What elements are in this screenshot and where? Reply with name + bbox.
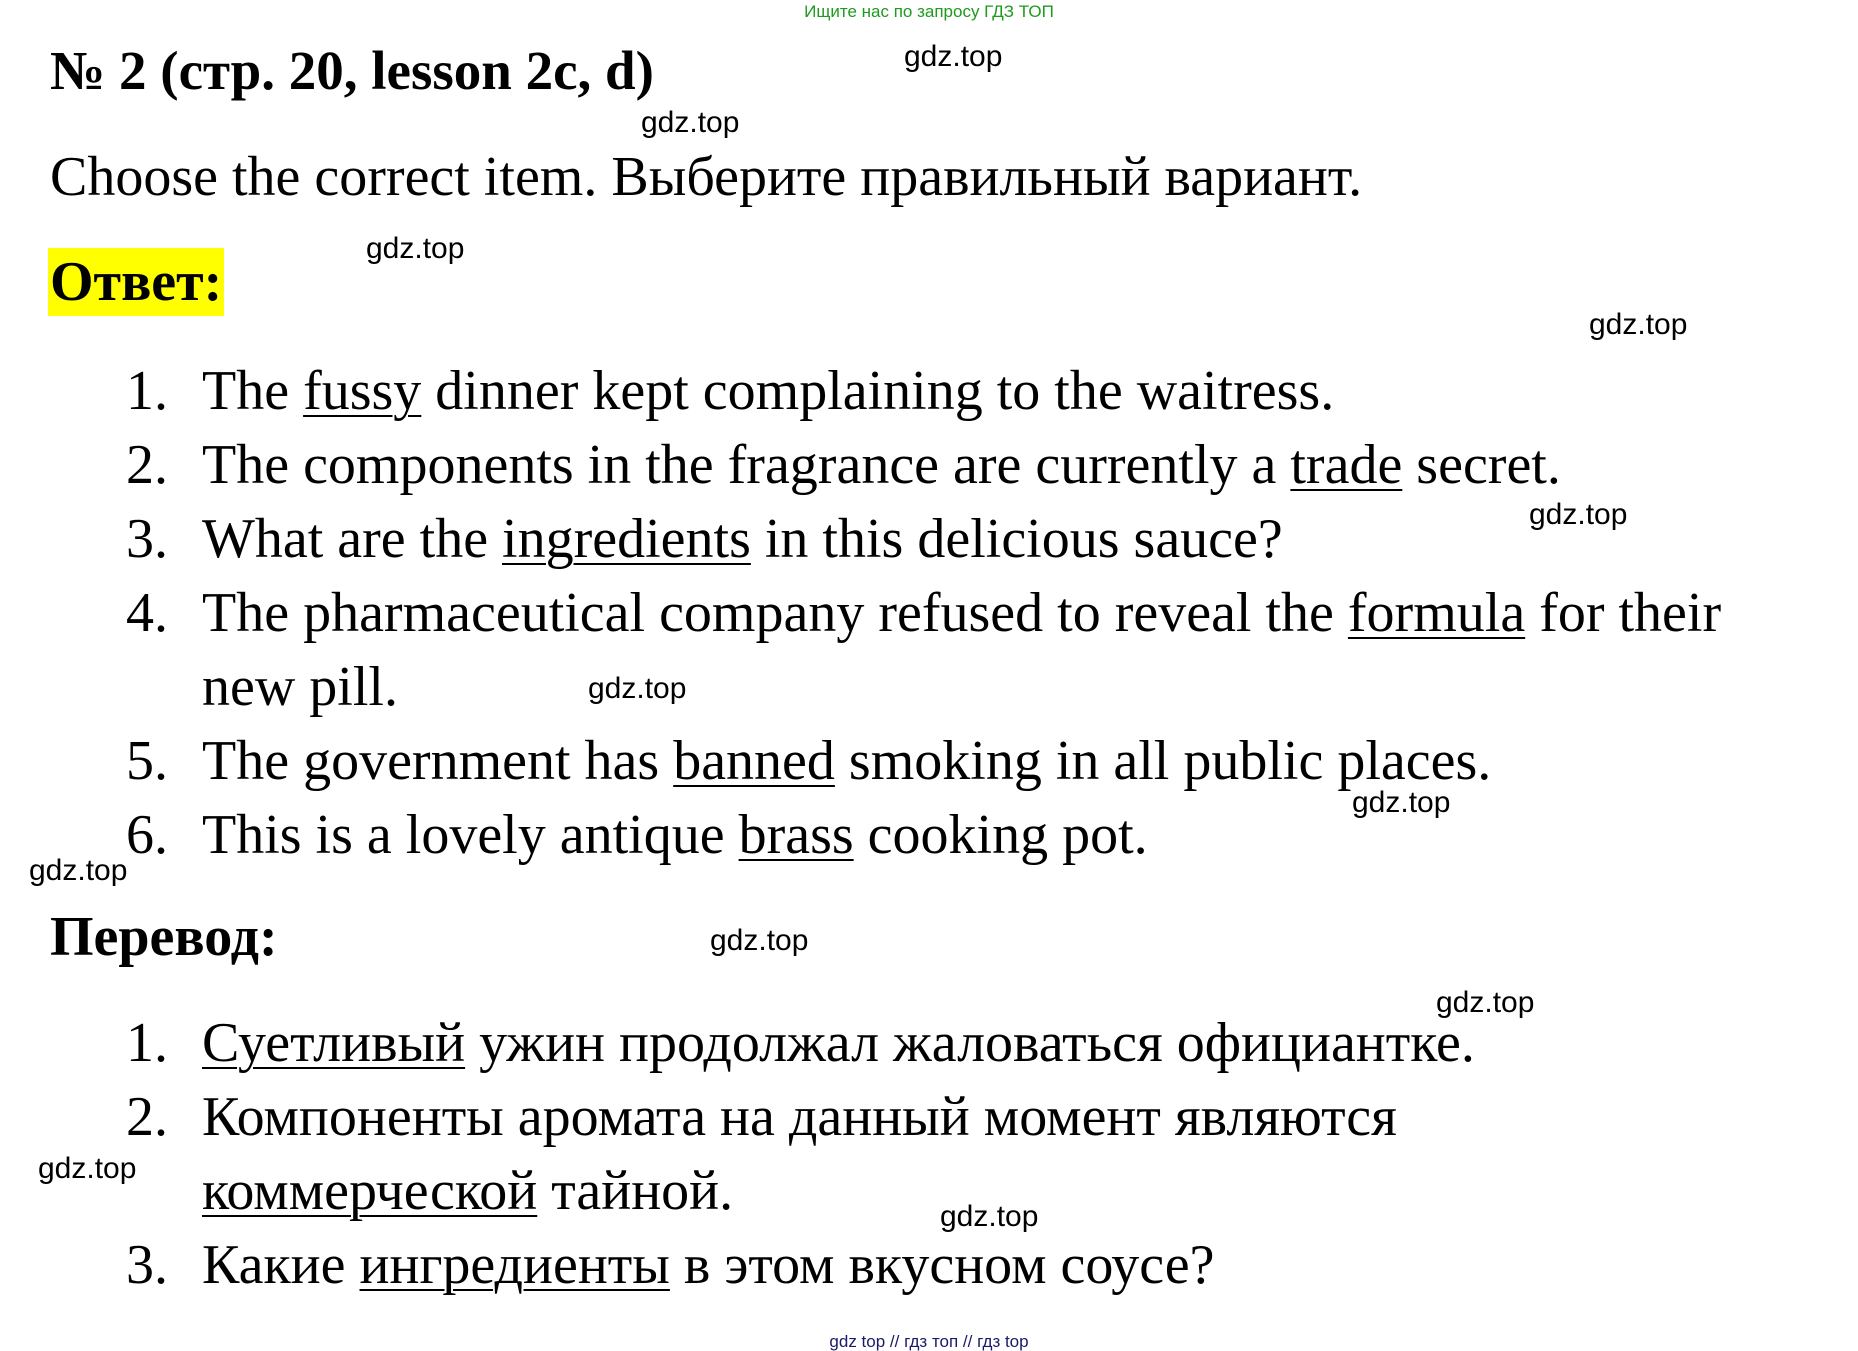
answer-item — [0, 428, 1858, 502]
answer-number: 6. — [126, 804, 168, 866]
translation-label: Перевод: — [50, 906, 278, 968]
answer-list — [0, 354, 1858, 872]
answer-text — [202, 724, 1822, 798]
translation-underlined-word: ингредиенты — [359, 1234, 670, 1296]
answer-text — [202, 798, 1822, 872]
answer-underlined-word: brass — [738, 804, 854, 866]
answer-text-after: smoking in all public places. — [834, 730, 1492, 792]
translation-item — [0, 1080, 1858, 1228]
watermark-text: gdz.top — [710, 924, 809, 957]
watermark-text: gdz.top — [1436, 986, 1535, 1019]
translation-item — [0, 1006, 1858, 1080]
translation-number: 3. — [126, 1234, 168, 1296]
watermark-text: gdz.top — [904, 40, 1003, 73]
watermark-text: gdz.top — [641, 106, 740, 139]
translation-text-before: Компоненты аромата на данный момент являются — [202, 1086, 1397, 1148]
answer-underlined-word: banned — [673, 730, 835, 792]
answer-number: 5. — [126, 730, 168, 792]
answer-number: 3. — [126, 508, 168, 570]
translation-number: 2. — [126, 1086, 168, 1148]
answer-item — [0, 798, 1858, 872]
answer-label: Ответ: — [48, 248, 224, 316]
answer-underlined-word: trade — [1290, 434, 1403, 496]
answer-item — [0, 724, 1858, 798]
answer-text — [202, 354, 1822, 428]
answer-text-before: The pharmaceutical company refused to reveal the — [202, 582, 1348, 644]
translation-text — [202, 1080, 1502, 1228]
answer-text-after: cooking pot. — [853, 804, 1148, 866]
translation-item — [0, 1228, 1858, 1302]
exercise-heading: № 2 (стр. 20, lesson 2c, d) — [50, 40, 654, 101]
top-banner[interactable]: Ищите нас по запросу ГДЗ ТОП — [804, 2, 1054, 21]
answer-underlined-word: ingredients — [502, 508, 751, 570]
answer-text-before: What are the — [202, 508, 503, 570]
translation-underlined-word: коммерческой — [202, 1160, 538, 1222]
answer-text — [202, 428, 1822, 502]
watermark-text: gdz.top — [38, 1152, 137, 1185]
watermark-text: gdz.top — [940, 1200, 1039, 1233]
watermark-text: gdz.top — [1529, 498, 1628, 531]
answer-text-after: in this delicious sauce? — [750, 508, 1283, 570]
answer-text-before: The — [202, 360, 304, 422]
answer-text-before: The government has — [202, 730, 674, 792]
watermark-text: gdz.top — [29, 854, 128, 887]
answer-text-after: dinner kept complaining to the waitress. — [421, 360, 1335, 422]
answer-item — [0, 354, 1858, 428]
translation-text — [202, 1006, 1822, 1080]
answer-underlined-word: formula — [1347, 582, 1526, 644]
answer-number: 4. — [126, 582, 168, 644]
watermark-text: gdz.top — [588, 672, 687, 705]
translation-text-after: ужин продолжал жаловаться официантке. — [465, 1012, 1475, 1074]
watermark-text: gdz.top — [1352, 786, 1451, 819]
answer-text-before: The components in the fragrance are currently a — [202, 434, 1291, 496]
answer-number: 1. — [126, 360, 168, 422]
translation-text-before: Какие — [202, 1234, 360, 1296]
answer-text-after: for their new pill. — [202, 582, 1722, 718]
watermark-text: gdz.top — [1589, 308, 1688, 341]
footer-links[interactable]: gdz top // гдз топ // гдз top — [829, 1332, 1029, 1351]
translation-text-after: тайной. — [537, 1160, 734, 1222]
answer-text-before: This is a lovely antique — [202, 804, 739, 866]
translation-text — [202, 1228, 1822, 1302]
answer-text-after: secret. — [1402, 434, 1561, 496]
answer-text — [202, 576, 1822, 724]
exercise-instruction: Choose the correct item. Выберите правильный вариант. — [50, 146, 1363, 208]
answer-number: 2. — [126, 434, 168, 496]
translation-underlined-word: Суетливый — [202, 1012, 466, 1074]
translation-number: 1. — [126, 1012, 168, 1074]
answer-underlined-word: fussy — [303, 360, 422, 422]
watermark-text: gdz.top — [366, 232, 465, 265]
translation-text-after: в этом вкусном соусе? — [669, 1234, 1215, 1296]
answer-item — [0, 576, 1858, 724]
translation-list — [0, 1006, 1858, 1302]
